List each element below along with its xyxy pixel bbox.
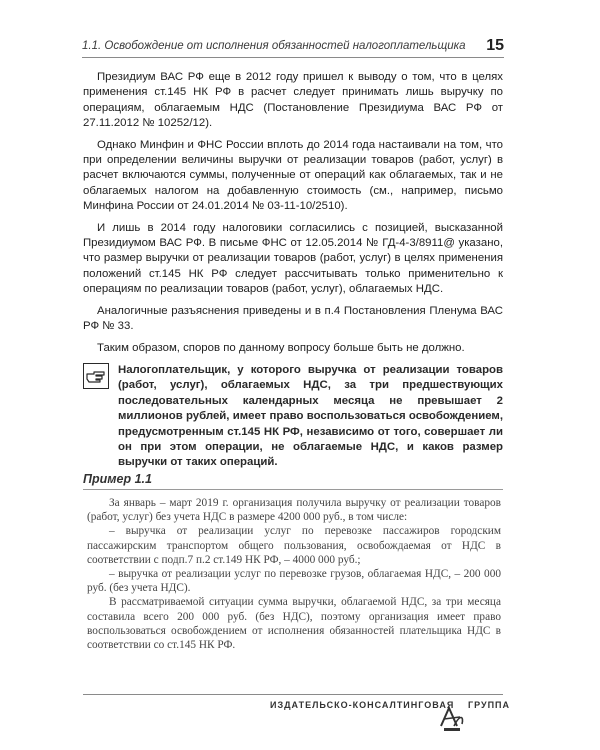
example-block — [83, 472, 503, 652]
publisher-logo-icon — [438, 704, 466, 734]
body-paragraph: Таким образом, споров по данному вопросу больше быть не должно. — [97, 341, 465, 354]
page-number: 15 — [486, 37, 504, 54]
body-paragraph: Президиум ВАС РФ еще в 2012 году пришел к выводу о том, что в целях применения ст.145 НК РФ в расчет следует принимать лишь выручку по операциям, облагаемым НДС (Постановление Президиума ВАС РФ от 27.11.2012 № 10252/12). — [83, 71, 503, 130]
example-paragraph: – выручка от реализации услуг по перевозке пассажиров городским пассажирским транспортом общего пользования, освобождаемая от НДС в соответствии с подп.7 п.2 ст.149 НК РФ, – 4000 000 руб.; — [87, 525, 501, 566]
example-paragraph: В рассматриваемой ситуации сумма выручки, облагаемой НДС, за три месяца составила всего 200 000 руб. (без НДС), поэтому организация имеет право воспользоваться освобождением от исполнения обязанностей плательщика НДС в соответствии со ст.145 НК РФ. — [87, 596, 501, 652]
pointing-hand-icon — [83, 363, 109, 389]
example-paragraph: За январь – март 2019 г. организация получила выручку от реализации товаров (работ, услуг) без учета НДС в размере 4200 000 руб., в том числе: — [87, 497, 501, 524]
body-paragraph: Аналогичные разъяснения приведены и в п.4 Постановления Пленума ВАС РФ № 33. — [83, 304, 503, 333]
example-body — [87, 496, 501, 652]
example-title: Пример 1.1 — [83, 472, 152, 486]
publisher-name: ИЗДАТЕЛЬСКО-КОНСАЛТИНГОВАЯ — [270, 700, 455, 710]
example-paragraph: – выручка от реализации услуг по перевозке грузов, облагаемая НДС, – 200 000 руб. (без учета НДС). — [87, 568, 501, 595]
example-header — [83, 472, 503, 490]
publisher-group-label: ГРУППА — [468, 700, 511, 710]
running-title: 1.1. Освобождение от исполнения обязанностей налогоплательщика — [82, 40, 466, 52]
body-text — [83, 70, 503, 362]
footer-rule — [83, 694, 503, 695]
note-text: Налогоплательщик, у которого выручка от реализации товаров (работ, услуг), облагаемых НДС, за три предшествующих последовательных календарных месяца не превышает 2 миллионов рублей, имеет право воспользоваться освобождением, предусмотренным ст.145 НК РФ, независимо от того, совершает ли он при этом операции, не облагаемые НДС, и каков размер выручки от таких операций. — [118, 364, 503, 469]
body-paragraph: И лишь в 2014 году налоговики согласились с позицией, высказанной Президиумом ВАС РФ. В письме ФНС от 12.05.2014 № ГД-4-3/8911@ указано, что размер выручки от реализации товаров (работ, услуг) в целях применения положений ст.145 НК РФ следует рассчитывать только применительно к операциям по реализации товаров (работ, услуг), облагаемых НДС. — [83, 221, 503, 296]
key-point-note — [83, 363, 503, 469]
body-paragraph: Однако Минфин и ФНС России вплоть до 2014 года настаивали на том, что при определении величины выручки от реализации товаров (работ, услуг) в расчет включаются суммы, полученные от операций как облагаемых, так и не облагаемых налогом на добавленную стоимость (см., например, письмо Минфина России от 24.01.2014 № 03-11-10/2510). — [83, 138, 503, 213]
page-header — [82, 38, 504, 58]
